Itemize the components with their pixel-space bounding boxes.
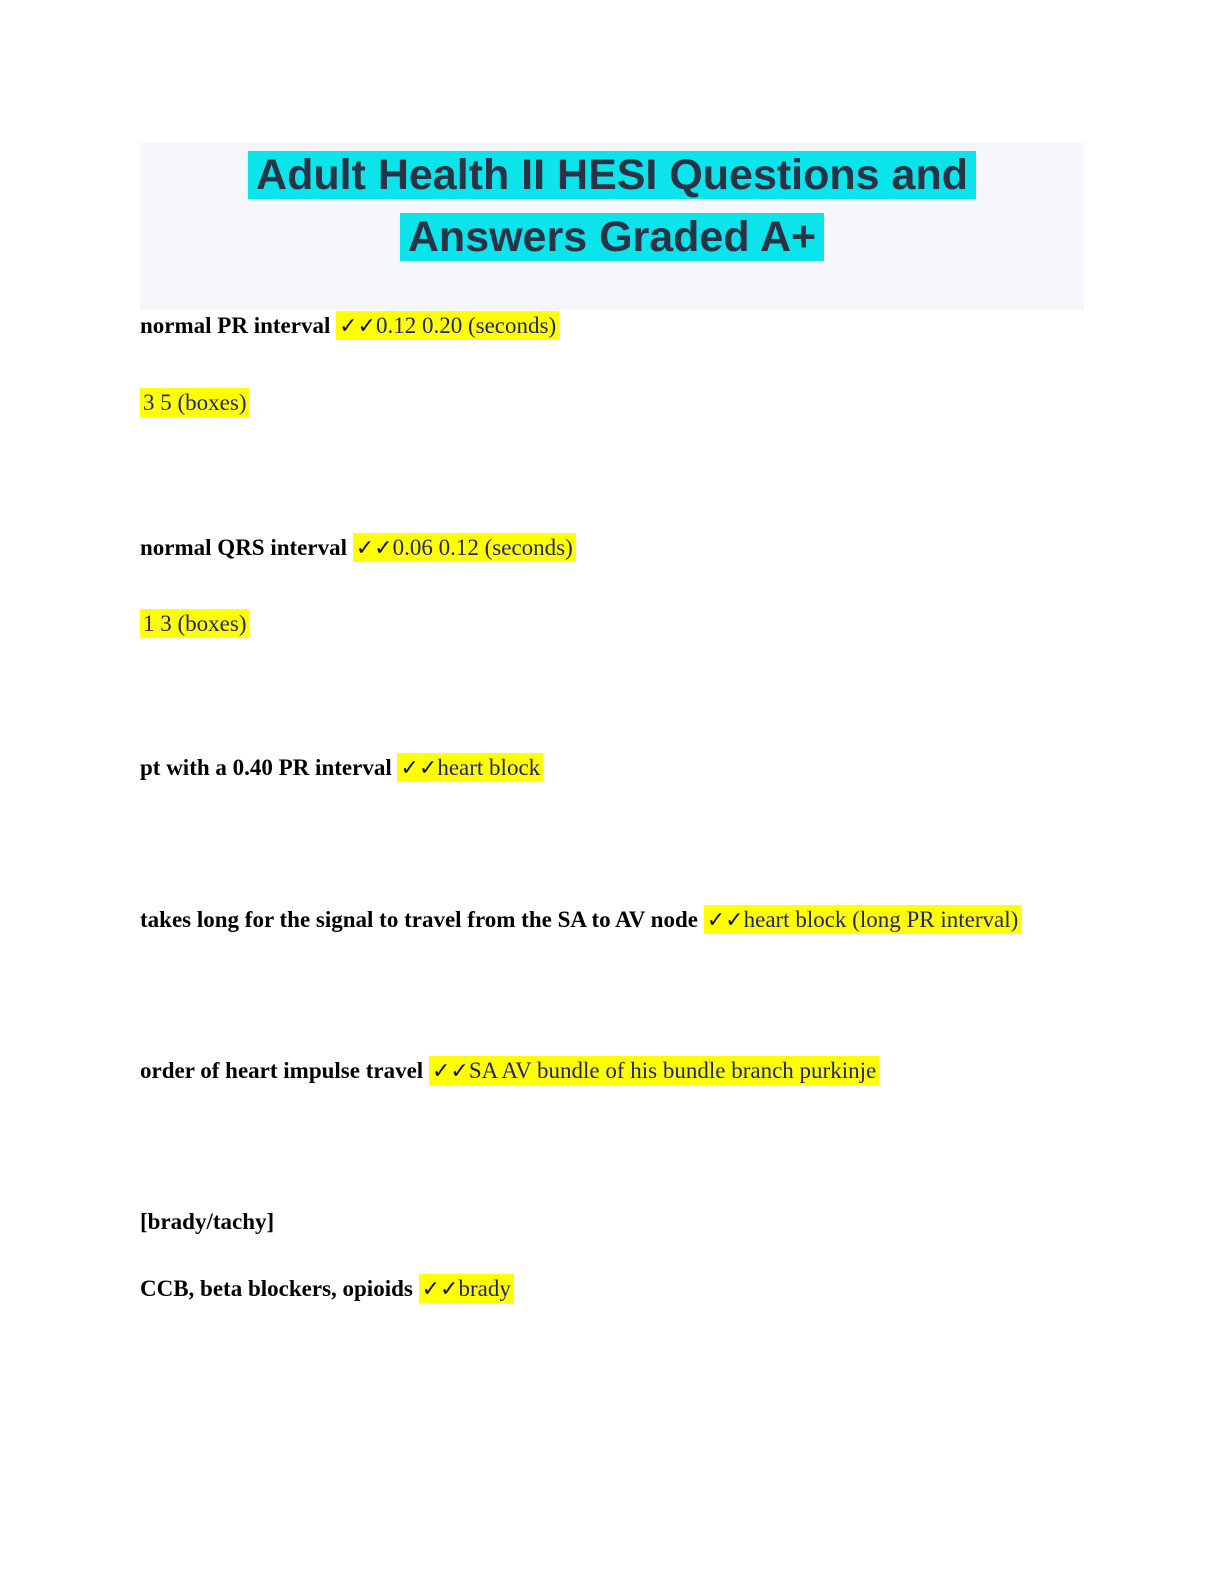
answer-text: 1 3 (boxes) (143, 611, 247, 636)
answer-text: brady (458, 1276, 511, 1301)
checkmark-icon: ✓✓ (355, 536, 393, 561)
answer-text: 0.12 0.20 (seconds) (375, 313, 557, 338)
checkmark-icon: ✓✓ (421, 1277, 459, 1302)
answer-text: heart block (long PR interval) (743, 907, 1019, 932)
question-text: CCB, beta blockers, opioids (140, 1276, 419, 1301)
qa-line (140, 1275, 1100, 1304)
checkmark-icon: ✓✓ (400, 756, 438, 781)
qa-line (140, 389, 1100, 417)
answer-text: 0.06 0.12 (seconds) (392, 535, 573, 560)
title-line-1-wrap (140, 144, 1084, 206)
title-line-1: Adult Health II HESI Questions and (248, 151, 976, 199)
qa-line (140, 312, 1100, 341)
question-text: takes long for the signal to travel from the SA to AV node (140, 907, 704, 932)
highlighted-answer (419, 1274, 514, 1303)
qa-line (140, 610, 1100, 638)
answer-text: 3 5 (boxes) (143, 390, 247, 415)
title-line-2-wrap (140, 206, 1084, 268)
qa-line (140, 1208, 1100, 1236)
qa-line (140, 534, 1100, 563)
highlighted-answer (704, 905, 1022, 934)
highlighted-answer (429, 1056, 879, 1085)
question-text: order of heart impulse travel (140, 1058, 429, 1083)
title-banner (140, 143, 1084, 310)
checkmark-icon: ✓✓ (706, 908, 744, 933)
checkmark-icon: ✓✓ (339, 314, 376, 339)
qa-line (140, 1057, 1100, 1086)
document-title (140, 144, 1084, 268)
highlighted-answer (140, 388, 249, 417)
answer-text: heart block (437, 755, 541, 780)
title-line-2: Answers Graded A+ (400, 213, 824, 261)
question-text: normal QRS interval (140, 535, 353, 560)
qa-line (140, 754, 1100, 783)
question-text: pt with a 0.40 PR interval (140, 755, 398, 780)
question-text: [brady/tachy] (140, 1209, 275, 1234)
highlighted-answer (397, 753, 543, 782)
question-text: normal PR interval (140, 313, 337, 338)
highlighted-answer (140, 609, 249, 638)
highlighted-answer (336, 311, 559, 340)
qa-line (140, 906, 1100, 935)
checkmark-icon: ✓✓ (431, 1059, 469, 1084)
highlighted-answer (353, 533, 576, 562)
answer-text: SA AV bundle of his bundle branch purkinje (468, 1058, 877, 1083)
